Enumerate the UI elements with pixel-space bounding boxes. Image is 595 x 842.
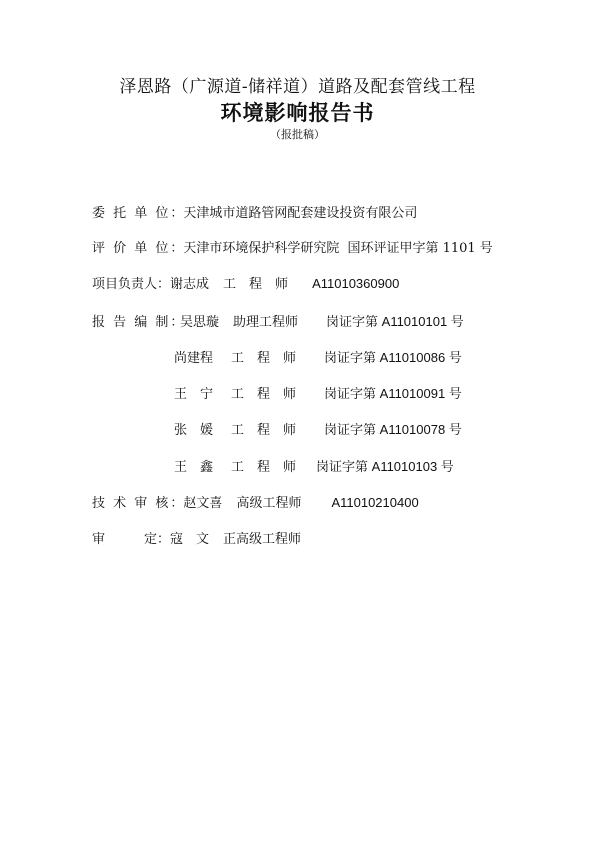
approval-row	[92, 528, 301, 547]
staff-title: 工 程 师	[231, 351, 297, 366]
staff-title: 工 程 师	[231, 423, 297, 438]
staff-title: 工 程 师	[231, 460, 297, 475]
technical-review-sep: ：	[170, 496, 184, 511]
staff-row	[174, 456, 454, 475]
project-title: 泽恩路（广源道-储祥道）道路及配套管线工程	[119, 77, 476, 97]
staff-title: 助理工程师	[233, 315, 299, 330]
technical-review-title: 高级工程师	[236, 496, 302, 511]
staff-name: 王 鑫	[174, 460, 214, 475]
compiled-by-label: 报 告 编 制	[92, 315, 171, 330]
technical-review-name: 赵文喜	[183, 496, 223, 511]
project-lead-name: 谢志成	[170, 277, 210, 292]
staff-cert: 岗证字第 A11010101 号	[326, 314, 464, 329]
approval-label: 审 定	[92, 532, 158, 547]
staff-name: 尚建程	[174, 351, 214, 366]
client-sep: ：	[170, 206, 184, 221]
assessor-row	[92, 237, 493, 256]
status-note: （报批稿）	[270, 128, 325, 141]
technical-review-label: 技 术 审 核	[92, 496, 171, 511]
staff-cert: 岗证字第 A11010103 号	[316, 459, 454, 474]
project-lead-sep: ：	[157, 277, 171, 292]
staff-name: 王 宁	[174, 387, 214, 402]
staff-row	[174, 419, 462, 438]
technical-review-row	[92, 492, 419, 511]
staff-row	[174, 383, 462, 402]
compiled-by-sep: ：	[170, 315, 184, 330]
staff-title: 工 程 师	[231, 387, 297, 402]
assessor-cert: 国环评证甲字第 1101 号	[347, 241, 493, 256]
client-label: 委 托 单 位	[92, 206, 171, 221]
staff-name: 张 媛	[174, 423, 214, 438]
project-lead-row	[92, 273, 399, 292]
staff-cert: 岗证字第 A11010078 号	[324, 422, 462, 437]
report-title: 环境影响报告书	[220, 100, 375, 125]
assessor-label: 评 价 单 位	[92, 241, 171, 256]
compiled-by-label-row	[92, 311, 183, 330]
assessor-value: 天津市环境保护科学研究院	[183, 241, 340, 256]
staff-name: 吴思璇	[180, 315, 220, 330]
client-value: 天津城市道路管网配套建设投资有限公司	[183, 206, 418, 221]
approval-sep: ：	[157, 532, 171, 547]
approval-name: 寇 文	[170, 532, 210, 547]
approval-title: 正高级工程师	[223, 532, 302, 547]
staff-row	[174, 347, 462, 366]
technical-review-code: A11010210400	[331, 495, 419, 510]
staff-cert: 岗证字第 A11010091 号	[324, 386, 462, 401]
client-row	[92, 202, 417, 221]
project-lead-code: A11010360900	[312, 276, 400, 291]
staff-row	[180, 311, 464, 330]
project-lead-title: 工 程 师	[223, 277, 289, 292]
assessor-sep: ：	[170, 241, 184, 256]
staff-cert: 岗证字第 A11010086 号	[324, 350, 462, 365]
project-lead-label: 项目负责人	[92, 277, 158, 292]
